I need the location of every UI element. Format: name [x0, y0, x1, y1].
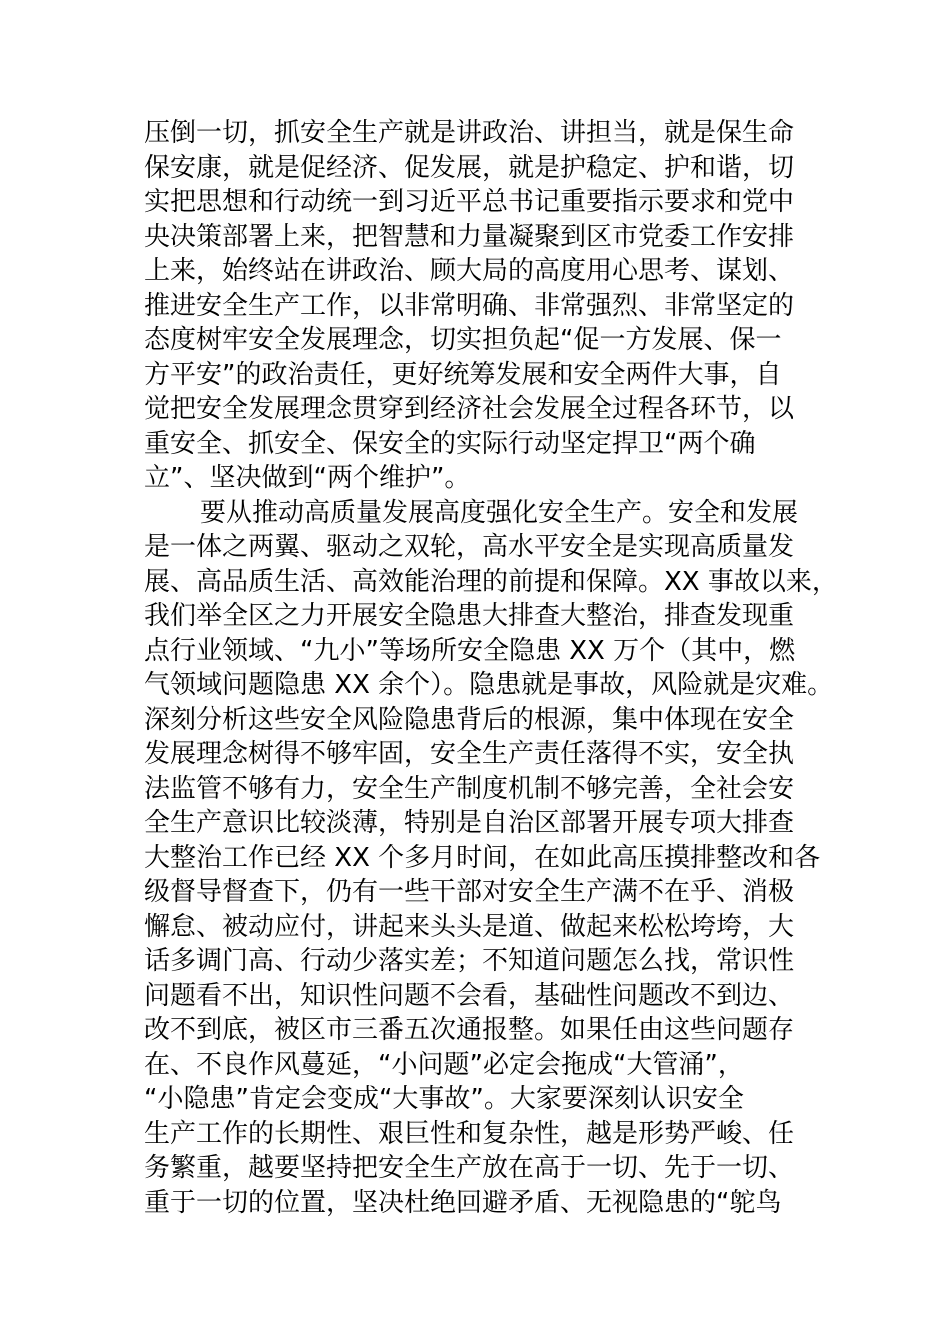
text-line: “小隐患”肯定会变成“大事故”。大家要深刻认识安全: [144, 1084, 744, 1114]
text-line: 在、不良作风蔓延，“小问题”必定会拖成“大管涌”，: [144, 1049, 744, 1080]
text-line: 压倒一切，抓安全生产就是讲政治、讲担当，就是保生命: [144, 118, 795, 148]
text-line: 级督导督查下，仍有一些干部对安全生产满不在乎、消极: [144, 877, 795, 907]
text-line: 问题看不出，知识性问题不会看，基础性问题改不到边、: [144, 980, 795, 1011]
text-line: 推进安全生产工作，以非常明确、非常强烈、非常坚定的: [144, 290, 795, 321]
text-line: 全生产意识比较淡薄，特别是自治区部署开展专项大排查: [144, 808, 795, 838]
text-line: 方平安”的政治责任，更好统筹发展和安全两件大事，自: [144, 359, 782, 390]
text-line: 是一体之两翼、驱动之双轮，高水平安全是实现高质量发: [144, 532, 795, 562]
text-line: 发展理念树得不够牢固，安全生产责任落得不实，安全执: [144, 739, 795, 769]
text-line: 改不到底，被区市三番五次通报整。如果任由这些问题存: [144, 1015, 795, 1045]
text-line: 觉把安全发展理念贯穿到经济社会发展全过程各环节，以: [144, 394, 795, 424]
text-line: 大整治工作已经 XX 个多月时间，在如此高压摸排整改和各: [144, 842, 821, 873]
text-line: 气领域问题隐患 XX 余个）。隐患就是事故，风险就是灾难。: [144, 670, 834, 700]
text-line: 立”、坚决做到“两个维护”。: [144, 463, 471, 493]
text-line: 生产工作的长期性、艰巨性和复杂性，越是形势严峻、任: [144, 1118, 795, 1149]
text-line: 保安康，就是促经济、促发展，就是护稳定、护和谐，切: [144, 152, 795, 183]
text-line: 态度树牢安全发展理念，切实担负起“促一方发展、保一: [144, 325, 782, 355]
text-line: 点行业领域、“九小”等场所安全隐患 XX 万个（其中，燃: [144, 635, 796, 666]
text-line: 展、高品质生活、高效能治理的前提和保障。XX 事故以来，: [144, 566, 838, 597]
paragraph-start-line: 要从推动高质量发展高度强化安全生产。安全和发展: [200, 497, 799, 528]
text-line: 话多调门高、行动少落实差；不知道问题怎么找，常识性: [144, 946, 795, 976]
text-line: 懈怠、被动应付，讲起来头头是道、做起来松松垮垮，大: [144, 911, 795, 942]
text-line: 重于一切的位置，坚决杜绝回避矛盾、无视隐患的“鸵鸟: [144, 1187, 782, 1218]
text-line: 务繁重，越要坚持把安全生产放在高于一切、先于一切、: [144, 1153, 795, 1183]
text-line: 法监管不够有力，安全生产制度机制不够完善，全社会安: [144, 773, 795, 804]
text-line: 重安全、抓安全、保安全的实际行动坚定捍卫“两个确: [144, 428, 756, 459]
text-line: 上来，始终站在讲政治、顾大局的高度用心思考、谋划、: [144, 256, 795, 286]
text-line: 实把思想和行动统一到习近平总书记重要指示要求和党中: [144, 187, 795, 217]
text-line: 我们举全区之力开展安全隐患大排查大整治，排查发现重: [144, 601, 795, 631]
text-line: 深刻分析这些安全风险隐患背后的根源，集中体现在安全: [144, 704, 795, 735]
text-line: 央决策部署上来，把智慧和力量凝聚到区市党委工作安排: [144, 221, 795, 252]
body-text: [144, 116, 838, 1220]
